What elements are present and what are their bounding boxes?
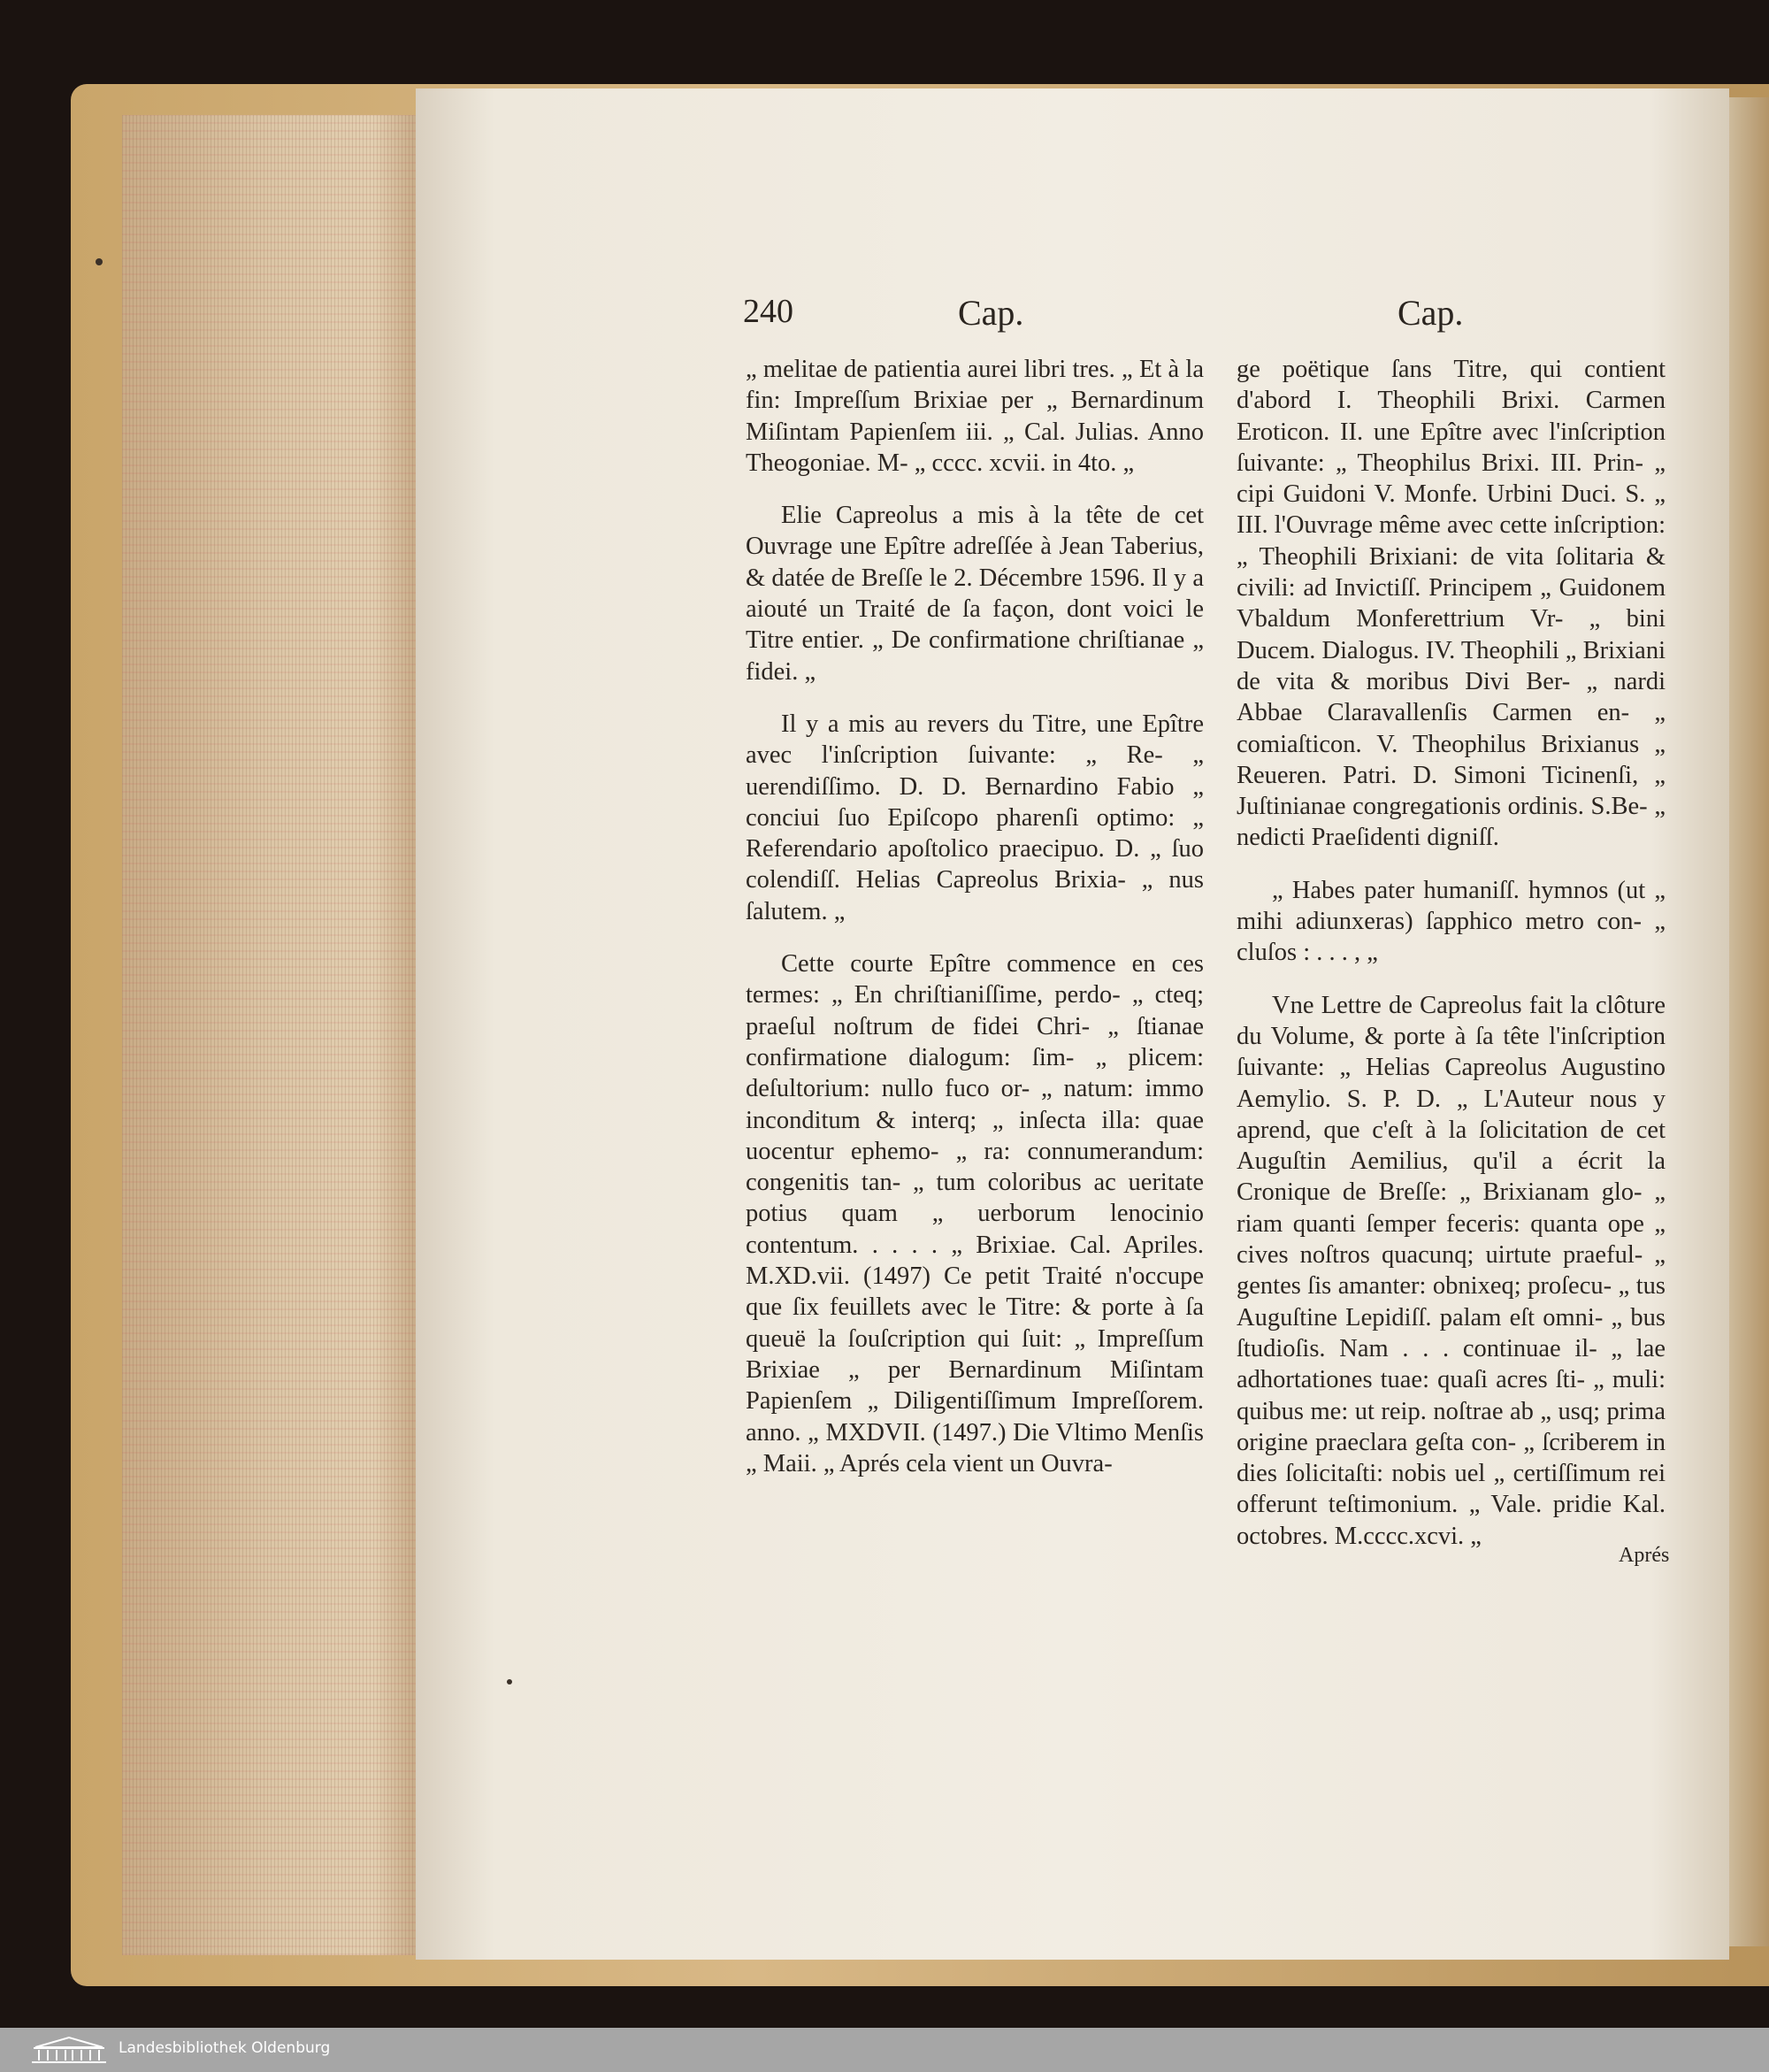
paragraph: „ Habes pater humaniſſ. hymnos (ut „ mihi adiunxeras) ſapphico metro con- „ cluſos : . . . , „ [1237,876,1666,967]
page-speck [507,1679,512,1684]
paragraph: Elie Capreolus a mis à la tête de cet Ouvrage une Epître adreſſée à Jean Taberius, & datée de Breſſe le 2. Décembre 1596. Il y a aiouté un Traité de ſa façon, dont voici le Titre entier. „ De confirmatione chriſtianae „ fidei. „ [746,502,1204,686]
library-name: Landesbibliothek Oldenburg [119,2039,331,2057]
paragraph: ge poëtique ſans Titre, qui contient d'abord I. Theophili Brixi. Carmen Eroticon. II. une Epître avec l'inſcription ſuivante: „ Theophilus Brixi. III. Prin- „ cipi Guidoni V. Monfe. Urbini Duci. S. „ III. l'Ouvrage même avec cette inſcription: „ Theophili Brixiani: de vita ſolitaria & civili: ad Invictiſſ. Principem „ Guidonem Vbaldum Monferettrium Vr- „ bini Ducem. Dialogus. IV. Theophili „ Brixiani de vita & moribus Divi Ber- „ nardi Abbae Claravallenſis Carmen en- „ comiaſticon. V. Theophilus Brixianus „ Reueren. Patri. D. Simoni Ticinenſi, „ Juſtinianae congregationis ordinis. S.Be- „ nedicti Praeſidenti digniſſ. [1237,356,1666,852]
footer-bar [0,2028,1769,2072]
library-building-icon [30,2035,108,2065]
paragraph: Cette courte Epître commence en ces termes: „ En chriſtianiſſime, perdo- „ cteq; praeſul noſtrum de fidei Chri- „ ſtianae confirmatione dialogum: ſim- „ plicem: deſultorium: nullo fuco or- „ natum: immo inconditum & interq; „ inſecta illa: quae uocentur ephemo- „ ra: connumerandum: congenitis tan- „ tum coloribus ac ueritate potius quam „ uerborum lenocinio contentum. . . . . „ Brixiae. Cal. Apriles. M.XD.vii. (1497) Ce petit Traité n'occupe que ſix feuillets avec le Titre: & porte à ſa queuë la ſouſcription qui ſuit: „ Impreſſum Brixiae „ per Bernardinum Miſintam Papienſem „ Diligentiſſimum Impreſſorem. anno. „ MXDVII. (1497.) Die Vltimo Menſis „ Maii. „ Aprés cela vient un Ouvra- [746,950,1204,1477]
paragraph: Vne Lettre de Capreolus fait la clôture du Volume, & porte à ſa tête l'inſcription ſuivante: „ Helias Capreolus Augustino Aemylio. S. P. D. „ L'Auteur nous y aprend, que c'eſt à la ſolicitation de cet Auguſtin Aemilius, qu'il a écrit la Cronique de Breſſe: „ Brixianam glo- „ riam quanti ſemper feceris: quanta ope „ cives noſtros quacunq; uirtute praeful- „ gentes ſis amanter: obnixeq; proſecu- „ tus Auguſtine Lepidiſſ. palam eſt omni- „ bus ſtudioſis. Nam . . . continuae il- „ lae adhortationes tuae: quaſi acres ſti- „ muli: quibus me: ut reip. noſtrae ab „ usq; prima origine praeclara geſta con- „ ſcriberem in dies ſolicitaſti: nobis uel „ certiſſimum rei offerunt teſtimonium. „ Vale. pridie Kal. octobres. M.cccc.xcvi. „ [1237,991,1666,1550]
right-column [1237,354,1666,1552]
catchword: Aprés [1619,1544,1670,1567]
running-head-left: Cap. [958,293,1024,333]
paragraph: „ melitae de patientia aurei libri tres. „ Et à la fin: Impreſſum Brixiae per „ Bernardinum Miſintam Papienſem iii. „ Cal. Julias. Anno Theogoniae. M- „ cccc. xcvii. in 4to. „ [746,356,1204,477]
next-page-edge [1729,97,1769,1946]
binding-mark [96,258,103,265]
paragraph: Il y a mis au revers du Titre, une Epître avec l'inſcription ſuivante: „ Re- „ uerendiſſimo. D. D. Bernardino Fabio „ conciui ſuo Epiſcopo pharenſi optimo: „ Referendario apoſtolico praecipuo. D. „ ſuo colendiſſ. Helias Capreolus Brixia- „ nus ſalutem. „ [746,710,1204,925]
page-number: 240 [743,293,793,330]
page-edges [122,115,418,1955]
left-column [746,354,1204,1479]
running-head-right: Cap. [1398,293,1464,333]
